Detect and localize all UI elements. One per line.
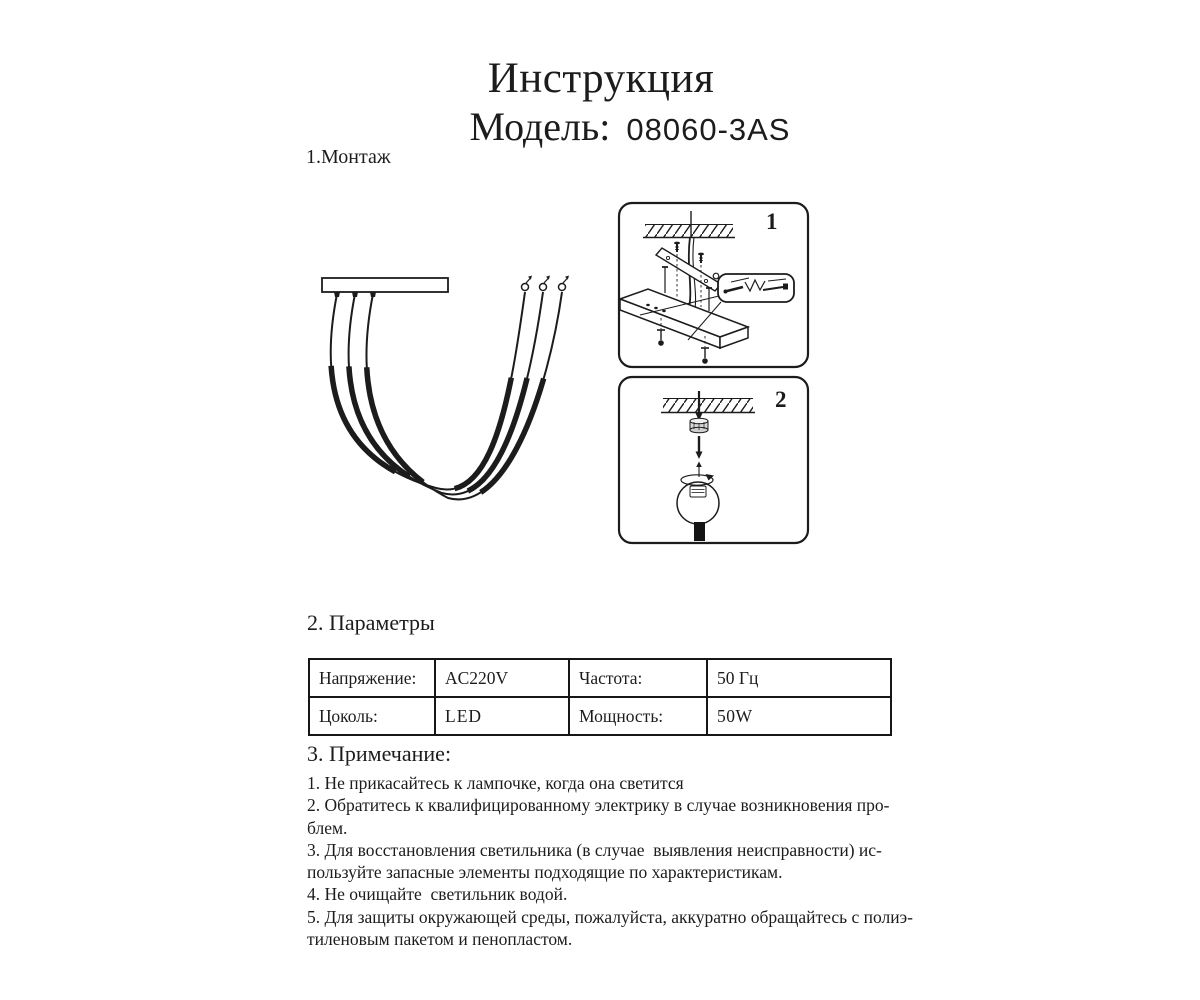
section-notes-heading: 3. Примечание: [307, 741, 452, 766]
step2-number: 2 [775, 387, 787, 412]
table-row [309, 659, 891, 697]
section-params-heading: 2. Параметры [307, 610, 435, 635]
note-line: 1. Не прикасайтесь к лампочке, когда она светится [307, 773, 684, 793]
ceiling-connector [690, 418, 708, 433]
lamp-stem [694, 522, 705, 541]
model-label: Модель: [469, 104, 611, 149]
param-value-frequency: 50 Гц [707, 659, 891, 697]
note-line: 5. Для защиты окружающей среды, пожалуйста, аккуратно обращайтесь с полиэ- [307, 906, 913, 927]
note-line: 3. Для восстановления светильника (в случае выявления неисправности) ис- [307, 839, 882, 860]
hardware-detail-callout [713, 273, 794, 302]
ceiling-hatch [661, 399, 755, 413]
section-montage-heading: 1.Монтаж [306, 146, 391, 168]
model-line [60, 103, 1200, 150]
param-value-power: 50W [707, 697, 891, 735]
note-line: пользуйте запасные элементы подходящие по характеристикам. [307, 862, 783, 883]
param-value-voltage: AC220V [435, 659, 569, 697]
lamp-cable [349, 292, 543, 494]
mounting-step2-figure [615, 374, 813, 548]
param-value-base: LED [435, 697, 569, 735]
param-label-voltage: Напряжение: [309, 659, 435, 697]
lamp-hook [540, 276, 551, 291]
lamp-mount-bar [322, 278, 448, 292]
lamp-socket [690, 486, 706, 497]
note-line: 2. Обратитесь к квалифицированному электрику в случае возникновения про- [307, 795, 890, 816]
step1-number: 1 [766, 209, 778, 234]
lamp-hook [522, 276, 533, 291]
table-row [309, 697, 891, 735]
mounting-step1-figure [615, 200, 813, 372]
note-line: тиленовым пакетом и пенопластом. [307, 929, 573, 950]
param-label-frequency: Частота: [569, 659, 707, 697]
note-line: блем. [307, 817, 348, 838]
lamp-hook [559, 276, 570, 291]
ceiling-hatch [643, 225, 735, 238]
page-title: Инструкция [487, 55, 715, 102]
param-label-power: Мощность: [569, 697, 707, 735]
note-line: 4. Не очищайте светильник водой. [307, 884, 568, 905]
model-number: 08060-3AS [626, 112, 791, 147]
lamp-overview-figure [285, 255, 595, 520]
params-table [308, 658, 892, 736]
notes-list [307, 772, 927, 950]
param-label-base: Цоколь: [309, 697, 435, 735]
